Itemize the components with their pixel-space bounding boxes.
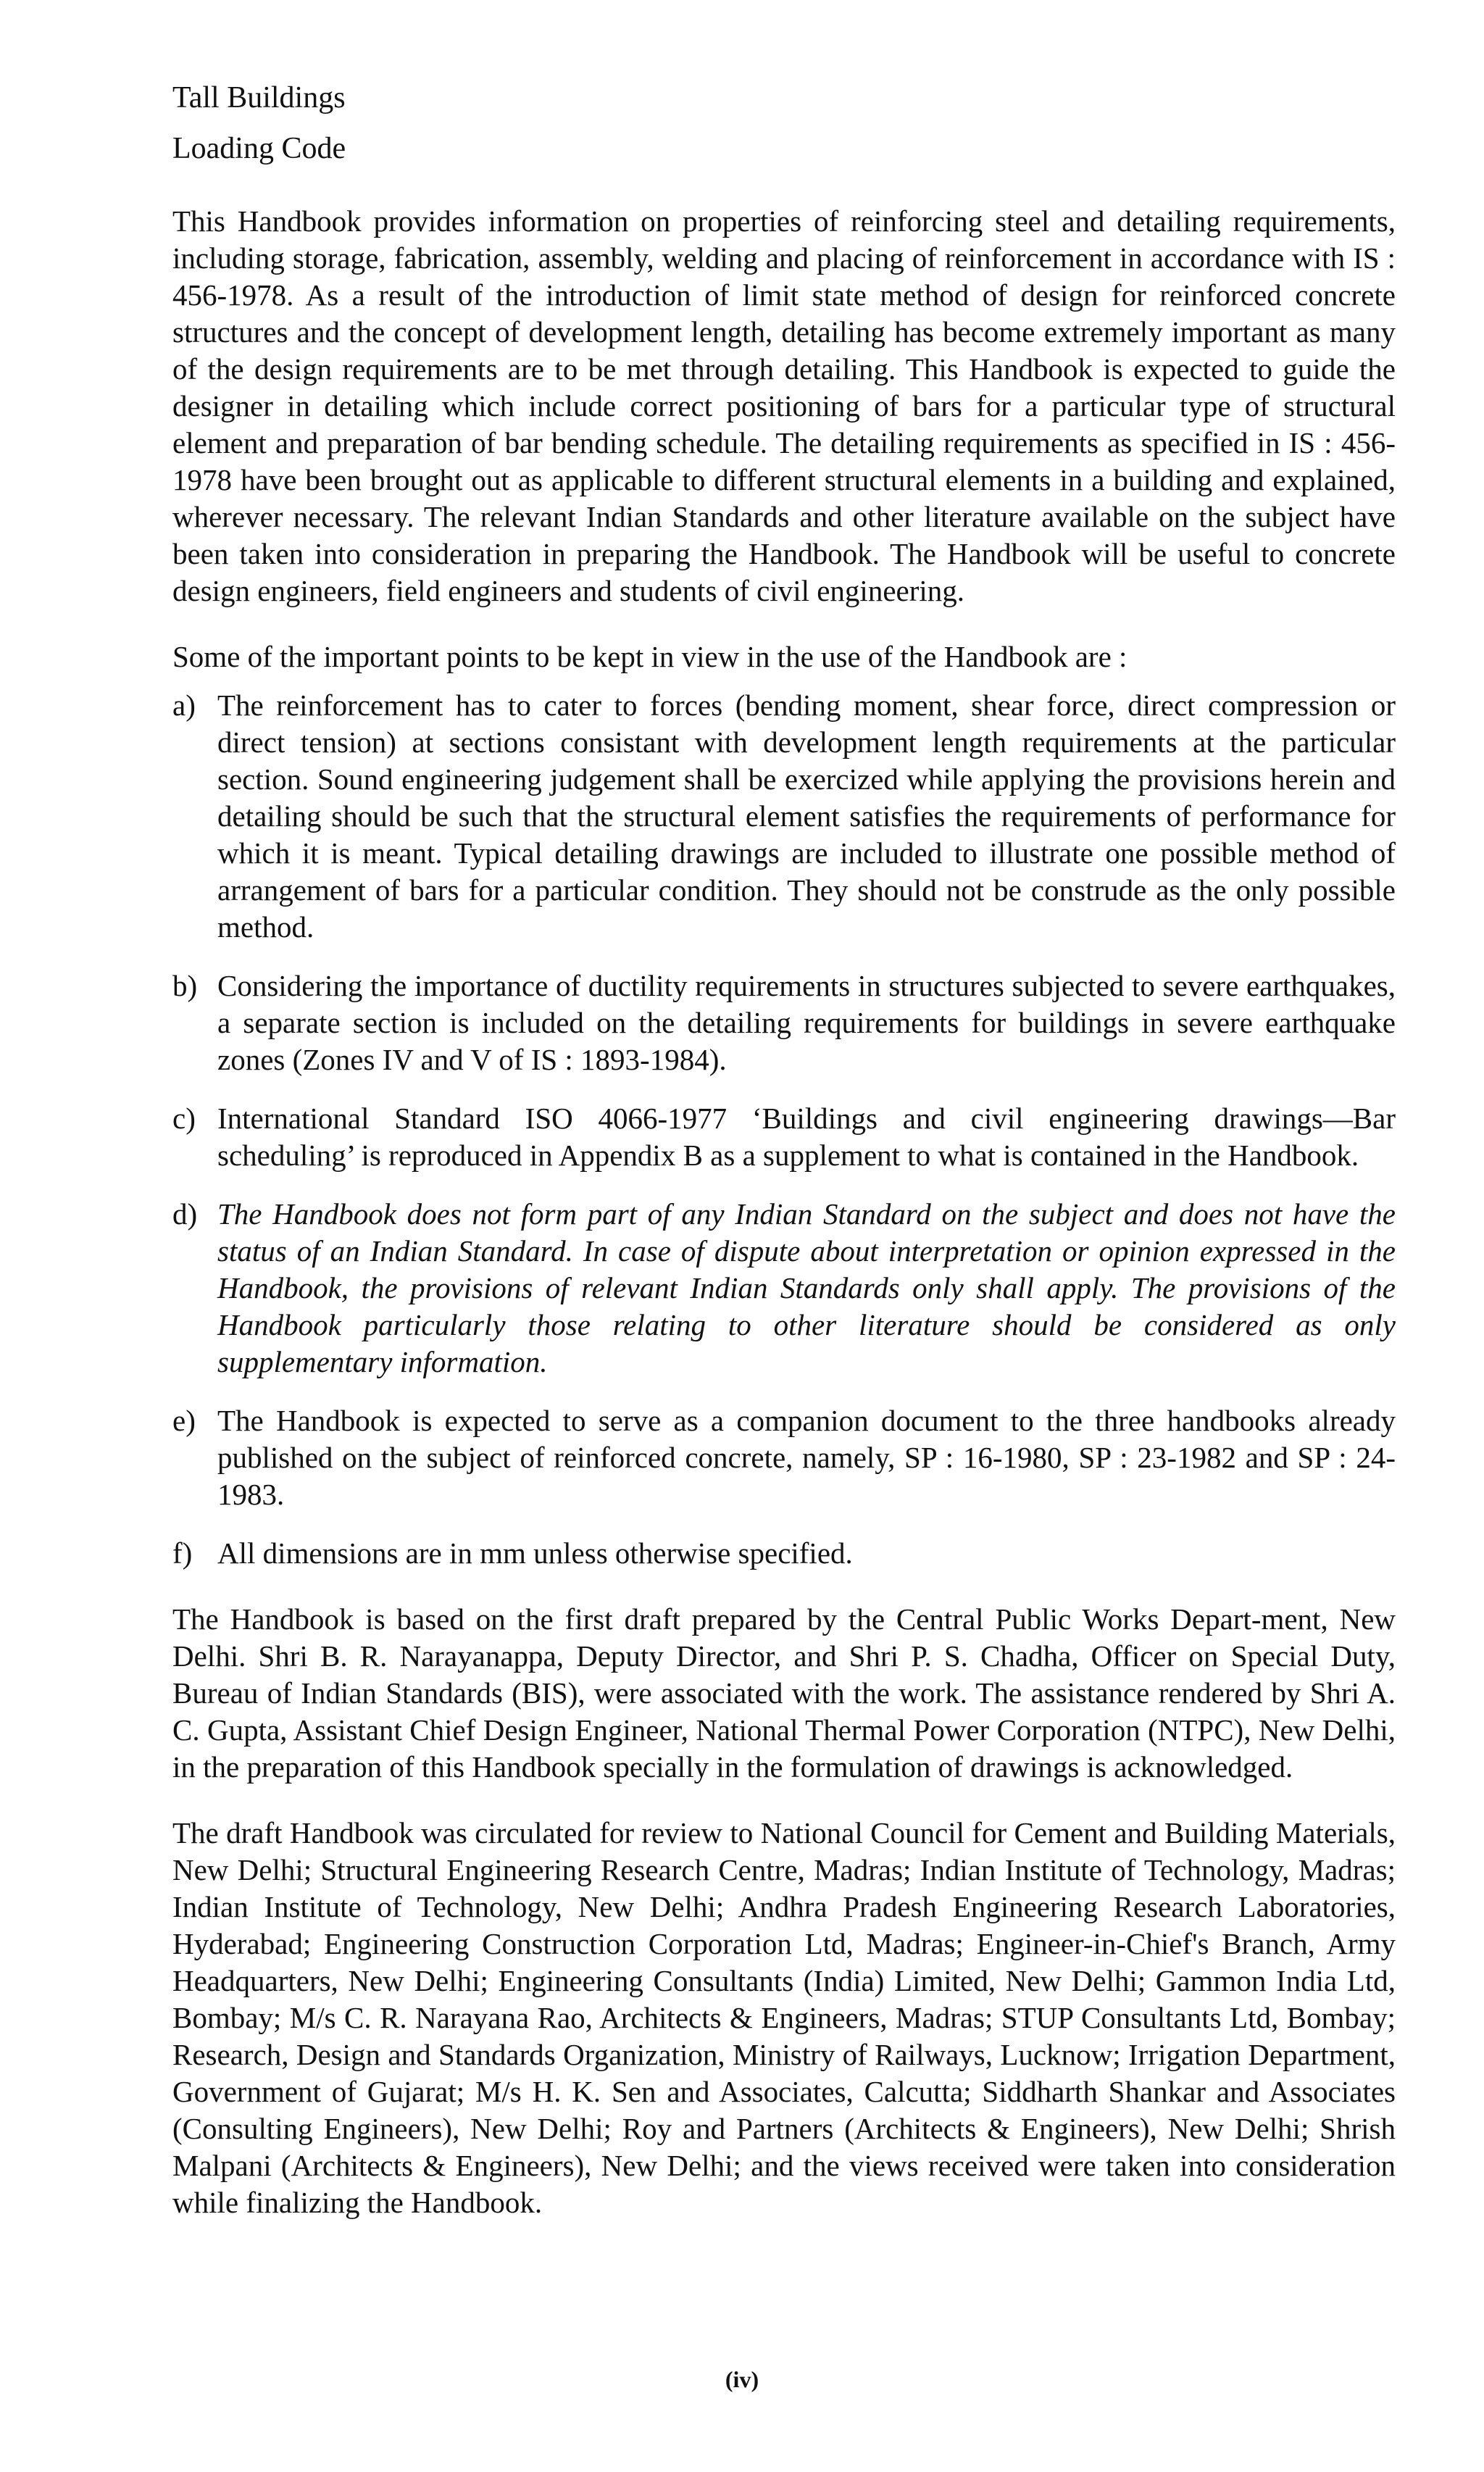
list-item-text: International Standard ISO 4066-1977 ‘Buildings and civil engineering drawings—Bar scheduling’ is reproduced in Appendix B as a supplement to what is contained in the Handbook. bbox=[217, 1102, 1396, 1172]
list-item-label: f) bbox=[172, 1536, 193, 1570]
header-line-loading-code: Loading Code bbox=[172, 132, 346, 165]
list-item-label: d) bbox=[172, 1197, 198, 1231]
list-item-label: c) bbox=[172, 1102, 196, 1135]
important-points-list bbox=[172, 687, 1396, 1572]
intro-paragraph: This Handbook provides information on properties of reinforcing steel and detailing requirements, including storage, fabrication, assembly, welding and placing of reinforcement in accordance with IS : 456-1978. As a result of the introduction of limit state method of design for reinforced concrete structures and the concept of development length, detailing has become extremely important as many of the design requirements are to be met through detailing. This Handbook is expected to guide the designer in detailing which include correct positioning of bars for a particular type of structural element and preparation of bar bending schedule. The detailing requirements as specified in IS : 456-1978 have been brought out as applicable to different structural elements in a building and explained, wherever necessary. The relevant Indian Standards and other literature available on the subject have been taken into consideration in preparing the Handbook. The Handbook will be useful to concrete design engineers, field engineers and students of civil engineering. bbox=[172, 204, 1396, 607]
points-lead-paragraph: Some of the important points to be kept in view in the use of the Handbook are : bbox=[172, 640, 1127, 673]
list-item-text-italic-disclaimer: The Handbook does not form part of any Indian Standard on the subject and does not have the status of an Indian Standard. In case of dispute about interpretation or opinion expressed in the Handbook, the provisions of relevant Indian Standards only shall apply. The provisions of the Handbook particularly those relating to other literature should be considered as only supplementary information. bbox=[217, 1197, 1396, 1378]
list-item-label: a) bbox=[172, 688, 196, 722]
acknowledgement-paragraph: The Handbook is based on the first draft prepared by the Central Public Works Depart-ment, New Delhi. Shri B. R. Narayanappa, Deputy Director, and Shri P. S. Chadha, Officer on Special Duty, Bureau of Indian Standards (BIS), were associated with the work. The assistance rendered by Shri A. C. Gupta, Assistant Chief Design Engineer, National Thermal Power Corporation (NTPC), New Delhi, in the preparation of this Handbook specially in the formulation of drawings is acknowledged. bbox=[172, 1602, 1396, 1784]
list-item-text: The Handbook is expected to serve as a companion document to the three handbooks already published on the subject of reinforced concrete, namely, SP : 16-1980, SP : 23-1982 and SP : 24-1983. bbox=[217, 1404, 1396, 1511]
list-item bbox=[172, 967, 1396, 1078]
list-item bbox=[172, 1196, 1396, 1381]
list-item bbox=[172, 687, 1396, 946]
document-page bbox=[172, 72, 1396, 2221]
list-item-label: b) bbox=[172, 969, 198, 1002]
list-item bbox=[172, 1535, 1396, 1572]
list-item bbox=[172, 1402, 1396, 1513]
list-item-text: The reinforcement has to cater to forces (bending moment, shear force, direct compression or direct tension) at sections consistant with development length requirements at the particular section. Sound engineering judgement shall be exercized while applying the provisions herein and detailing should be such that the structural element satisfies the requirements of performance for which it is meant. Typical detailing drawings are included to illustrate one possible method of arrangement of bars for a particular condition. They should not be construde as the only possible method. bbox=[217, 688, 1396, 944]
list-item-label: e) bbox=[172, 1404, 196, 1437]
header-line-tall-buildings: Tall Buildings bbox=[172, 81, 346, 115]
page-number: (iv) bbox=[725, 2366, 759, 2392]
review-paragraph: The draft Handbook was circulated for review to National Council for Cement and Building Materials, New Delhi; Structural Engineering Research Centre, Madras; Indian Institute of Technology, Madras; Indian Institute of Technology, New Delhi; Andhra Pradesh Engineering Research Laboratories, Hyderabad; Engineering Construction Corporation Ltd, Madras; Engineer-in-Chief's Branch, Army Headquarters, New Delhi; Engineering Consultants (India) Limited, New Delhi; Gammon India Ltd, Bombay; M/s C. R. Narayana Rao, Architects & Engineers, Madras; STUP Consultants Ltd, Bombay; Research, Design and Standards Organization, Ministry of Railways, Lucknow; Irrigation Department, Government of Gujarat; M/s H. K. Sen and Associates, Calcutta; Siddharth Shankar and Associates (Consulting Engineers), New Delhi; Roy and Partners (Architects & Engineers), New Delhi; Shrish Malpani (Architects & Engineers), New Delhi; and the views received were taken into consideration while finalizing the Handbook. bbox=[172, 1816, 1396, 2219]
list-item bbox=[172, 1100, 1396, 1174]
list-item-text: All dimensions are in mm unless otherwise specified. bbox=[217, 1536, 853, 1570]
list-item-text: Considering the importance of ductility requirements in structures subjected to severe earthquakes, a separate section is included on the detailing requirements for buildings in severe earthquake zones (Zones IV and V of IS : 1893-1984). bbox=[217, 969, 1396, 1076]
